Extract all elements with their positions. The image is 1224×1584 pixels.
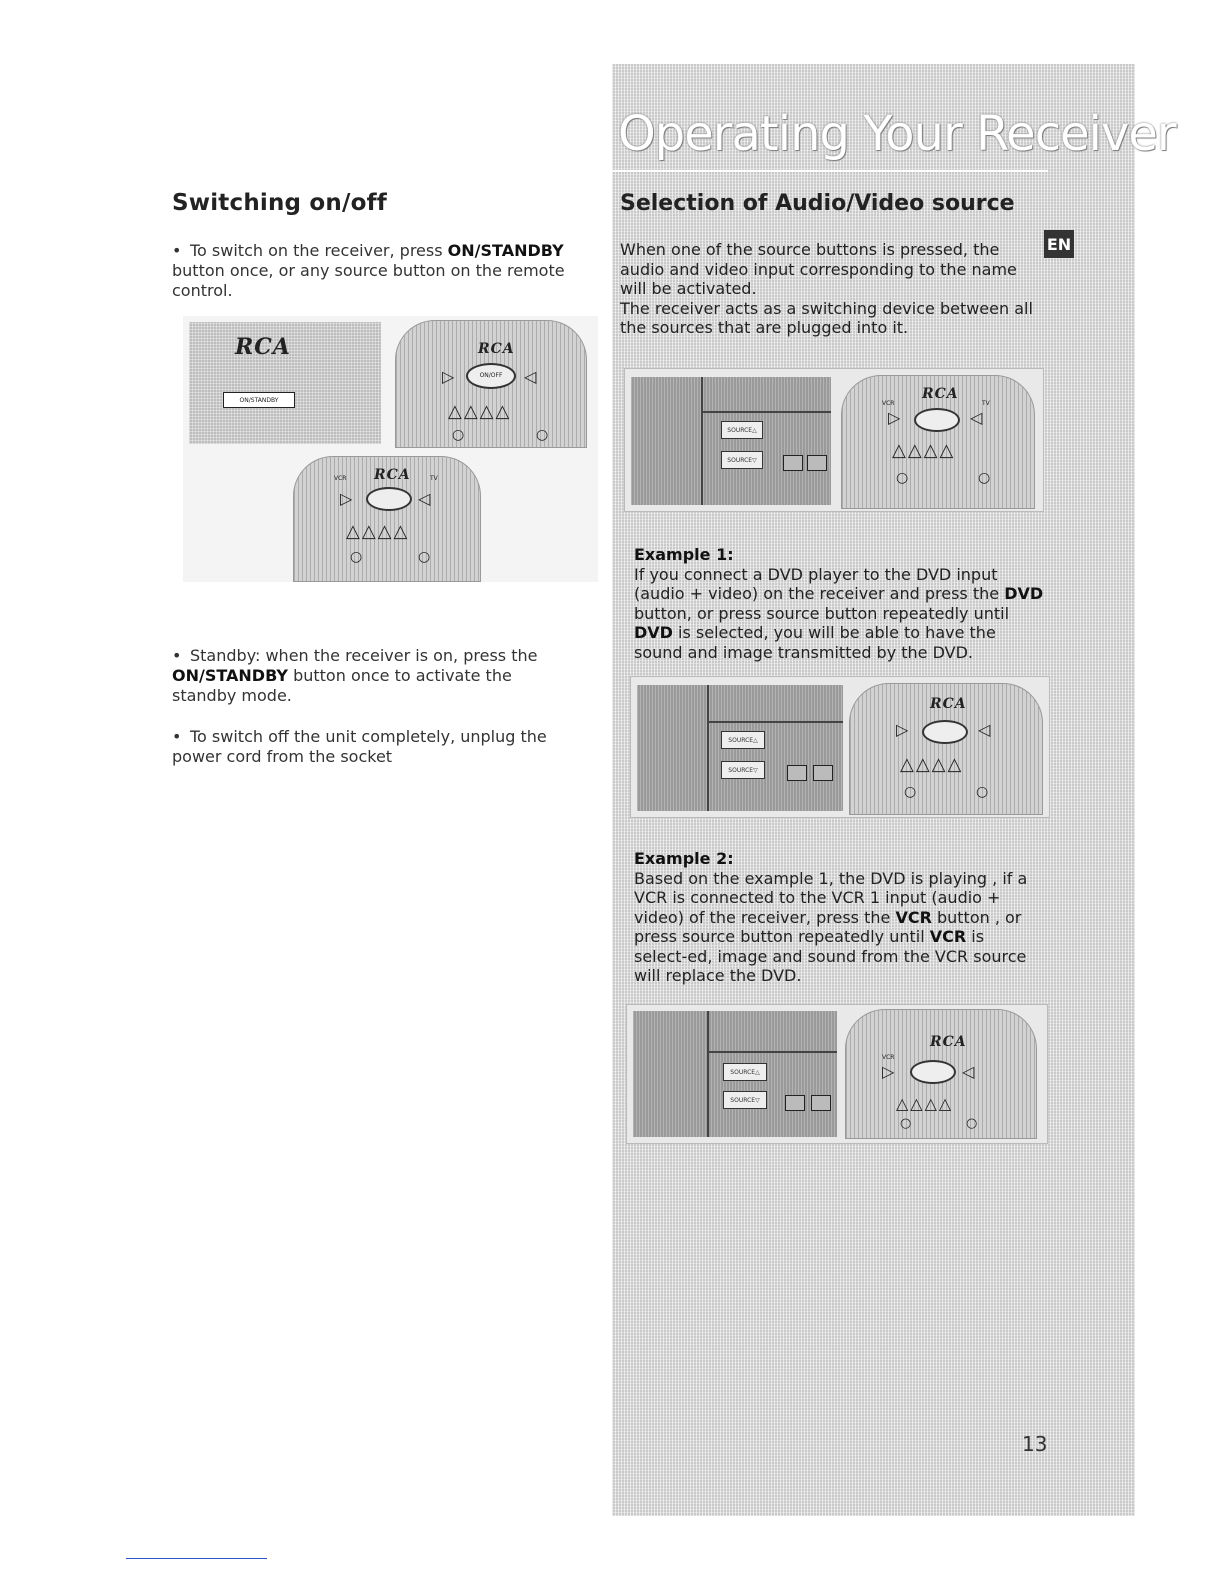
section-heading-selection: Selection of Audio/Video source — [620, 191, 1015, 216]
triangle-buttons-icon: △△△△ — [896, 1094, 954, 1113]
tv-label: TV — [430, 475, 438, 482]
receiver-front-panel — [189, 322, 381, 444]
receiver-panel — [631, 377, 831, 505]
left-arrow-icon: ◁ — [418, 489, 431, 508]
play-icon: ▷ — [882, 1062, 895, 1081]
rca-logo: RCA — [930, 1034, 967, 1050]
rca-logo: RCA — [478, 341, 515, 357]
source-up-button: SOURCE△ — [721, 421, 763, 439]
triangle-buttons-icon: △△△△ — [448, 401, 512, 422]
banner-divider — [612, 170, 1048, 172]
triangle-buttons-icon: △△△△ — [346, 521, 410, 542]
play-icon: ▷ — [888, 408, 901, 427]
vcr-button — [910, 1060, 956, 1084]
left-arrow-icon: ◁ — [962, 1062, 975, 1081]
receiver-panel — [633, 1011, 837, 1137]
tv-label: TV — [982, 400, 990, 407]
footer-rule — [126, 1558, 267, 1559]
remote-control-3 — [841, 375, 1035, 509]
example-1-body: If you connect a DVD player to the DVD input (audio + video) on the receiver and press the DVD button, or press source button repeatedly until DVD is selected, you will be able to have the sound and image transmitted by the DVD. — [634, 564, 1044, 662]
play-icon: ▷ — [340, 489, 353, 508]
left-arrow-icon: ◁ — [978, 720, 991, 739]
on-off-button — [914, 408, 960, 432]
intro-paragraph — [620, 240, 1045, 338]
example-1 — [634, 545, 1046, 662]
remote-control-5 — [845, 1009, 1037, 1139]
section-heading-switching: Switching on/off — [172, 190, 388, 216]
figure-example-2 — [626, 1004, 1048, 1144]
bullet-dot: • — [172, 646, 182, 665]
vcr-label: VCR — [334, 475, 347, 482]
round-button-icon: ○ — [904, 784, 917, 800]
remote-control-4 — [849, 683, 1043, 815]
figure-example-1 — [630, 676, 1050, 818]
play-icon: ▷ — [442, 367, 455, 386]
receiver-panel — [637, 685, 843, 811]
rca-logo: RCA — [922, 386, 959, 402]
source-up-button: SOURCE△ — [723, 1063, 767, 1081]
bullet-dot: • — [172, 241, 182, 260]
rca-logo: RCA — [930, 696, 967, 712]
left-arrow-icon: ◁ — [524, 367, 537, 386]
intro-line-1: When one of the source buttons is pressed, the audio and video input corresponding to the name will be activated. — [620, 240, 1017, 298]
rca-logo: RCA — [235, 334, 291, 360]
bullet-dot: • — [172, 727, 182, 746]
example-2-title: Example 2: — [634, 849, 734, 868]
source-down-button: SOURCE▽ — [721, 761, 765, 779]
rca-logo: RCA — [374, 467, 411, 483]
triangle-buttons-icon: △△△△ — [892, 440, 956, 461]
triangle-buttons-icon: △△△△ — [900, 754, 964, 775]
banner-title: Operating Your Receiver — [618, 106, 1176, 162]
bullet-text: To switch on the receiver, press — [190, 241, 448, 260]
page-number: 13 — [1022, 1432, 1048, 1456]
example-1-title: Example 1: — [634, 545, 734, 564]
onstandby-button: ON/STANDBY — [223, 392, 295, 408]
bullet-text: button once, or any source button on the remote control. — [172, 261, 565, 300]
round-button-icon: ○ — [966, 1116, 978, 1131]
dvd-button — [922, 720, 968, 744]
bullet-text: button once to activate the standby mode. — [172, 666, 512, 705]
round-button-icon: ○ — [896, 470, 909, 486]
left-arrow-icon: ◁ — [970, 408, 983, 427]
intro-line-2: The receiver acts as a switching device between all the sources that are plugged into it. — [620, 298, 1033, 337]
remote-control-1 — [395, 320, 587, 448]
bold-onstandby: ON/STANDBY — [172, 666, 288, 685]
round-button-icon: ○ — [536, 427, 549, 443]
bullet-text: To switch off the unit completely, unplug the power cord from the socket — [172, 727, 547, 766]
bullet-switch-off — [172, 727, 572, 767]
bullet-text: Standby: when the receiver is on, press the — [190, 646, 538, 665]
source-down-button: SOURCE▽ — [723, 1091, 767, 1109]
illustration-power — [183, 316, 598, 582]
bullet-standby — [172, 646, 572, 706]
example-2 — [634, 849, 1034, 986]
round-button-icon: ○ — [418, 549, 431, 565]
figure-example-base — [624, 368, 1044, 512]
round-button-icon: ○ — [978, 470, 991, 486]
round-button-icon: ○ — [976, 784, 989, 800]
round-button-icon: ○ — [350, 549, 363, 565]
language-tab-en: EN — [1044, 230, 1074, 258]
example-2-body: Based on the example 1, the DVD is playing , if a VCR is connected to the VCR 1 input (audio + video) of the receiver, press the VCR button , or press source button repeatedly until VCR is select-ed, image and sound from the VCR source will replace the DVD. — [634, 868, 1028, 985]
vcr-label: VCR — [882, 1054, 895, 1061]
round-button-icon: ○ — [452, 427, 465, 443]
round-button-icon: ○ — [900, 1116, 912, 1131]
remote-control-2 — [293, 456, 481, 582]
on-off-button: ON/OFF — [466, 363, 516, 389]
bold-onstandby: ON/STANDBY — [447, 241, 564, 260]
on-off-button — [366, 487, 412, 511]
play-icon: ▷ — [896, 720, 909, 739]
source-up-button: SOURCE△ — [721, 731, 765, 749]
source-down-button: SOURCE▽ — [721, 451, 763, 469]
bullet-switch-on — [172, 241, 572, 301]
vcr-label: VCR — [882, 400, 895, 407]
